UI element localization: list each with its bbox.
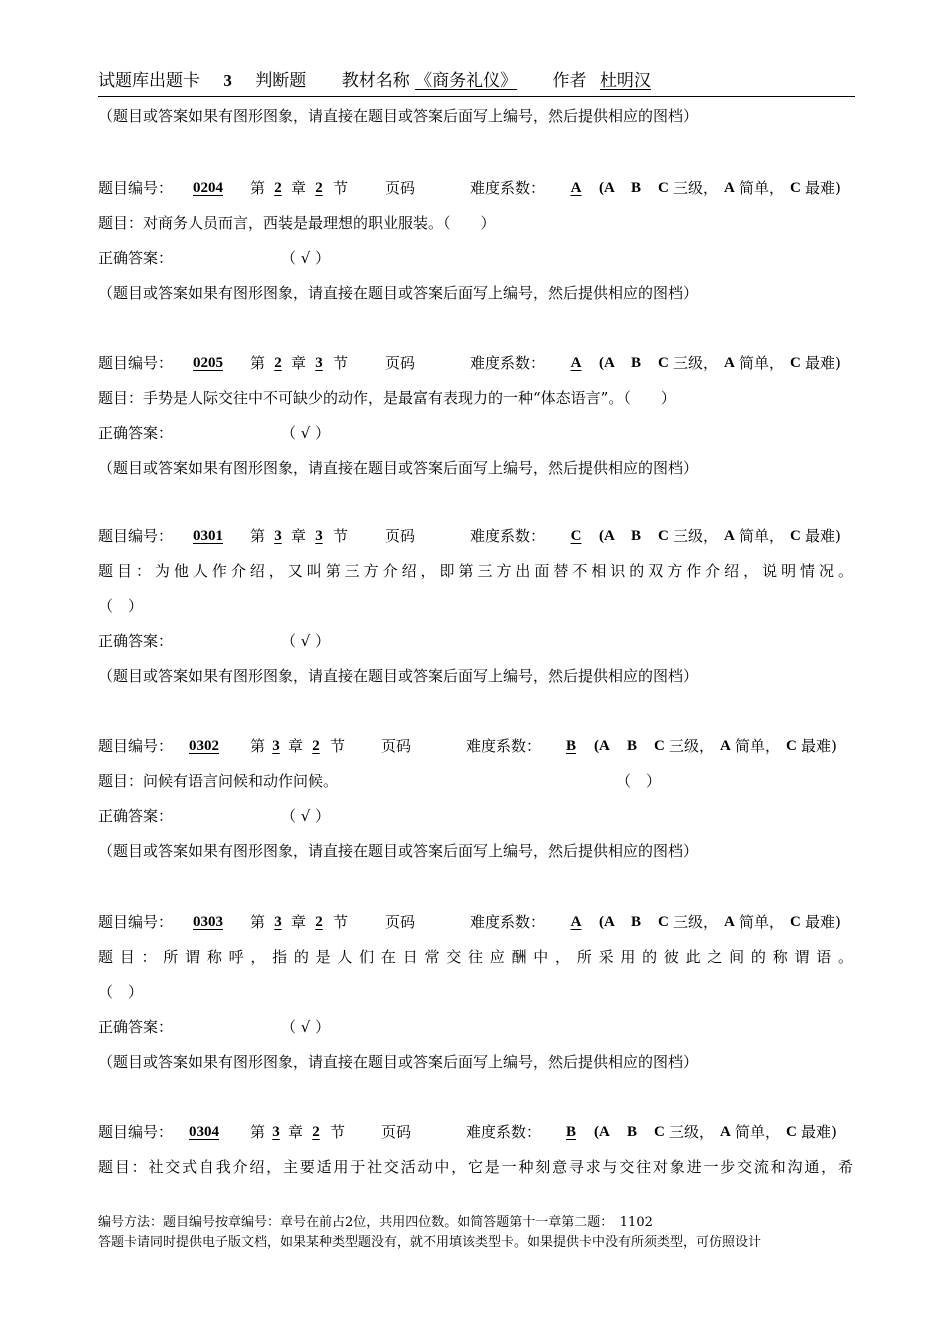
level-a-2: A <box>720 1124 731 1140</box>
level-c-2: C <box>790 180 801 196</box>
answer-value: （ √ ） <box>281 1018 331 1036</box>
book-title: 《商务礼仪》 <box>415 71 518 91</box>
chapter-pre: 第 <box>250 179 266 197</box>
section-suf: 节 <box>333 354 349 372</box>
chapter-suf: 章 <box>288 737 304 755</box>
qid-label: 题目编号： <box>98 354 174 372</box>
level-text-1: 三级， <box>673 179 719 197</box>
level-text-1: 三级， <box>673 354 719 372</box>
question-stem: 题目：手势是人际交往中不可缺少的动作，是最富有表现力的一种“体态语言”。（ ） <box>98 389 676 407</box>
level-a-2: A <box>724 528 735 544</box>
qid-label: 题目编号： <box>98 527 174 545</box>
level-c-2: C <box>790 528 801 544</box>
difficulty-label: 难度系数： <box>470 913 546 931</box>
answer-label: 正确答案： <box>98 249 174 267</box>
difficulty-level: B <box>565 738 576 754</box>
level-text-1: 三级， <box>669 1123 715 1141</box>
question-stem: 题目：对商务人员而言，西装是最理想的职业服装。（ ） <box>98 214 496 232</box>
level-scale-c: C <box>658 528 669 544</box>
chapter-pre: 第 <box>250 1123 266 1141</box>
section-suf: 节 <box>330 1123 346 1141</box>
question-meta <box>98 519 853 554</box>
section-number: 2 <box>315 180 323 196</box>
level-text-1: 三级， <box>673 913 719 931</box>
chapter-pre: 第 <box>250 527 266 545</box>
chapter-number: 2 <box>274 355 282 371</box>
answer-row <box>98 624 853 659</box>
card-number: 3 <box>223 71 232 90</box>
question-id: 0204 <box>193 180 223 196</box>
level-text-2: 简单， <box>735 1123 781 1141</box>
chapter-pre: 第 <box>250 354 266 372</box>
question-stem: 题目：为他人作介绍，又叫第三方介绍，即第三方出面替不相识的双方作介绍，说明情况。 <box>98 562 853 580</box>
level-scale-b: B <box>627 738 638 754</box>
chapter-number: 3 <box>272 1124 280 1140</box>
difficulty-label: 难度系数： <box>466 737 542 755</box>
chapter-suf: 章 <box>291 527 307 545</box>
level-scale-c: C <box>658 180 669 196</box>
level-text-1: 三级， <box>673 527 719 545</box>
figure-note: （题目或答案如果有图形图象，请直接在题目或答案后面写上编号，然后提供相应的图档） <box>98 667 699 685</box>
chapter-suf: 章 <box>291 913 307 931</box>
question-meta <box>98 1115 853 1150</box>
difficulty-level: B <box>565 1124 576 1140</box>
author-name: 杜明汉 <box>599 71 651 91</box>
question-type: 判断题 <box>255 71 307 91</box>
level-text-1: 三级， <box>669 737 715 755</box>
figure-note: （题目或答案如果有图形图象，请直接在题目或答案后面写上编号，然后提供相应的图档） <box>98 842 699 860</box>
question-block <box>98 905 853 1080</box>
level-a-2: A <box>724 914 735 930</box>
difficulty-level: A <box>570 180 582 196</box>
answer-value: （ √ ） <box>281 632 331 650</box>
question-id: 0304 <box>189 1124 219 1140</box>
question-stem: 题目：问候有语言问候和动作问候。 <box>98 772 339 790</box>
figure-note: （题目或答案如果有图形图象，请直接在题目或答案后面写上编号，然后提供相应的图档） <box>98 284 699 302</box>
level-text-3: 最难) <box>805 179 841 197</box>
level-scale-a: (A <box>599 355 615 371</box>
answer-value: （ √ ） <box>281 249 331 267</box>
section-number: 2 <box>315 914 323 930</box>
difficulty-level: A <box>570 355 582 371</box>
author-label: 作者 <box>552 71 587 91</box>
answer-row <box>98 241 853 276</box>
card-title: 试题库出题卡 <box>98 71 200 91</box>
level-a-2: A <box>724 180 735 196</box>
question-id: 0301 <box>193 528 223 544</box>
question-stem-continued: （ ） <box>98 597 144 615</box>
answer-row <box>98 799 853 834</box>
level-scale-b: B <box>631 914 642 930</box>
chapter-number: 3 <box>272 738 280 754</box>
section-number: 3 <box>315 355 323 371</box>
level-c-2: C <box>786 738 797 754</box>
level-scale-c: C <box>658 355 669 371</box>
question-id: 0205 <box>193 355 223 371</box>
level-text-2: 简单， <box>739 527 785 545</box>
answer-value: （ √ ） <box>281 424 331 442</box>
answer-value: （ √ ） <box>281 807 331 825</box>
level-scale-b: B <box>631 355 642 371</box>
answer-row <box>98 416 853 451</box>
qid-label: 题目编号： <box>98 737 174 755</box>
level-text-2: 简单， <box>735 737 781 755</box>
page-label: 页码 <box>385 913 416 931</box>
level-scale-b: B <box>627 1124 638 1140</box>
question-block <box>98 346 853 486</box>
level-c-2: C <box>790 914 801 930</box>
figure-note: （题目或答案如果有图形图象，请直接在题目或答案后面写上编号，然后提供相应的图档） <box>98 1053 699 1071</box>
page-footer <box>98 1213 761 1253</box>
chapter-suf: 章 <box>291 354 307 372</box>
answer-label: 正确答案： <box>98 807 174 825</box>
level-scale-c: C <box>654 1124 665 1140</box>
qid-label: 题目编号： <box>98 179 174 197</box>
question-meta <box>98 729 853 764</box>
page-label: 页码 <box>381 737 412 755</box>
answer-label: 正确答案： <box>98 424 174 442</box>
difficulty-label: 难度系数： <box>470 179 546 197</box>
answer-row <box>98 1010 853 1045</box>
question-stem-row <box>98 764 853 799</box>
level-scale-a: (A <box>594 1124 610 1140</box>
page-label: 页码 <box>385 179 416 197</box>
level-scale-a: (A <box>594 738 610 754</box>
figure-note: （题目或答案如果有图形图象，请直接在题目或答案后面写上编号，然后提供相应的图档） <box>98 107 699 125</box>
level-scale-a: (A <box>599 528 615 544</box>
level-scale-b: B <box>631 180 642 196</box>
level-a-2: A <box>720 738 731 754</box>
difficulty-label: 难度系数： <box>470 354 546 372</box>
chapter-number: 2 <box>274 180 282 196</box>
page-label: 页码 <box>381 1123 412 1141</box>
question-block <box>98 519 853 694</box>
section-number: 2 <box>312 1124 320 1140</box>
level-c-2: C <box>790 355 801 371</box>
level-scale-b: B <box>631 528 642 544</box>
difficulty-level: A <box>570 914 582 930</box>
question-stem-continued: （ ） <box>98 983 144 1001</box>
level-a-2: A <box>724 355 735 371</box>
footer-numbering-note: 编号方法：题目编号按章编号：章号在前占2位，共用四位数。如简答题第十一章第二题： 1102 <box>98 1215 653 1230</box>
footer-submission-note: 答题卡请同时提供电子版文档，如果某种类型题没有，就不用填该类型卡。如果提供卡中没有所须类型，可仿照设计 <box>98 1235 762 1250</box>
question-id: 0303 <box>193 914 223 930</box>
section-number: 2 <box>312 738 320 754</box>
chapter-pre: 第 <box>250 737 266 755</box>
page-label: 页码 <box>385 527 416 545</box>
level-text-3: 最难) <box>805 354 841 372</box>
answer-label: 正确答案： <box>98 632 174 650</box>
question-block <box>98 1115 853 1185</box>
answer-blank: （ ） <box>616 772 662 790</box>
difficulty-label: 难度系数： <box>466 1123 542 1141</box>
section-number: 3 <box>315 528 323 544</box>
level-c-2: C <box>786 1124 797 1140</box>
question-meta <box>98 346 853 381</box>
question-id: 0302 <box>189 738 219 754</box>
level-text-3: 最难) <box>805 527 841 545</box>
difficulty-label: 难度系数： <box>470 527 546 545</box>
chapter-suf: 章 <box>288 1123 304 1141</box>
question-stem: 题目：社交式自我介绍，主要适用于社交活动中，它是一种刻意寻求与交往对象进一步交流和沟通，希 <box>98 1158 853 1176</box>
chapter-pre: 第 <box>250 913 266 931</box>
book-label: 教材名称 <box>341 71 410 91</box>
qid-label: 题目编号： <box>98 913 174 931</box>
figure-note: （题目或答案如果有图形图象，请直接在题目或答案后面写上编号，然后提供相应的图档） <box>98 459 699 477</box>
section-suf: 节 <box>333 179 349 197</box>
question-meta <box>98 905 853 940</box>
question-stem: 题目：所谓称呼，指的是人们在日常交往应酬中，所采用的彼此之间的称谓语。 <box>98 948 853 966</box>
section-suf: 节 <box>330 737 346 755</box>
difficulty-level: C <box>570 528 582 544</box>
level-scale-c: C <box>658 914 669 930</box>
question-meta <box>98 171 853 206</box>
level-text-3: 最难) <box>805 913 841 931</box>
answer-label: 正确答案： <box>98 1018 174 1036</box>
level-scale-a: (A <box>599 914 615 930</box>
chapter-suf: 章 <box>291 179 307 197</box>
level-text-2: 简单， <box>739 354 785 372</box>
level-text-3: 最难) <box>801 737 837 755</box>
section-suf: 节 <box>333 913 349 931</box>
level-scale-a: (A <box>599 180 615 196</box>
page-label: 页码 <box>385 354 416 372</box>
level-text-2: 简单， <box>739 179 785 197</box>
level-text-3: 最难) <box>801 1123 837 1141</box>
chapter-number: 3 <box>274 914 282 930</box>
level-text-2: 简单， <box>739 913 785 931</box>
question-block <box>98 171 853 311</box>
level-scale-c: C <box>654 738 665 754</box>
section-suf: 节 <box>333 527 349 545</box>
card-header <box>98 66 855 97</box>
qid-label: 题目编号： <box>98 1123 174 1141</box>
question-block <box>98 729 853 869</box>
chapter-number: 3 <box>274 528 282 544</box>
